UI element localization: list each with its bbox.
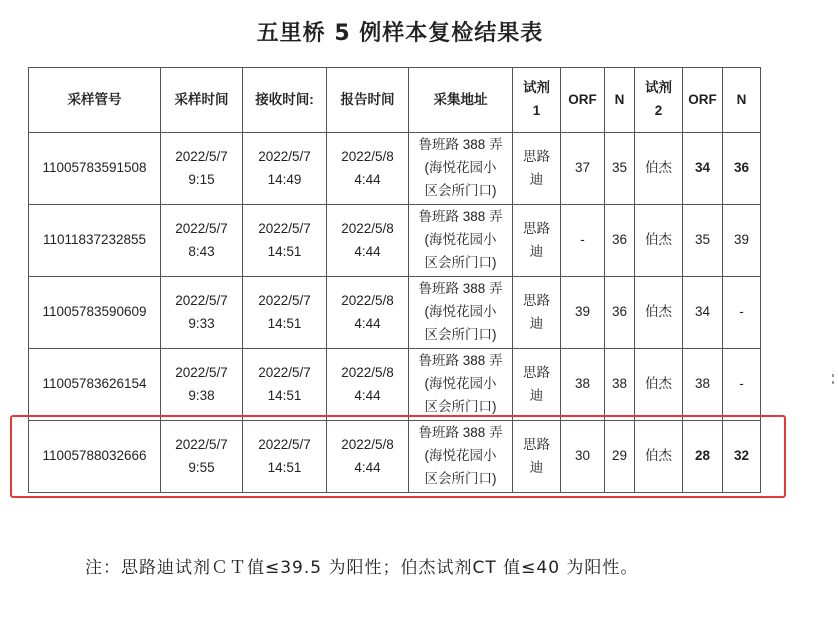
reagent-1-line: 迪 [529,315,544,331]
n-2-value: 32 [723,421,761,493]
table-row [29,277,761,349]
address-line: 鲁班路 388 弄 [418,137,503,153]
receive-date: 2022/5/7 [258,436,311,452]
n-2-value: 36 [723,133,761,205]
address-line: 鲁班路 388 弄 [418,281,503,297]
collection-address [409,133,513,205]
address-line: 区会所门口) [424,254,497,270]
report-date: 2022/5/8 [341,148,394,164]
header-reagent-2: 试剂 2 [635,68,683,133]
receive-date: 2022/5/7 [258,220,311,236]
reagent-1 [513,205,561,277]
reagent-1 [513,133,561,205]
sample-date: 2022/5/7 [175,148,228,164]
sample-date: 2022/5/7 [175,292,228,308]
report-date: 2022/5/8 [341,220,394,236]
collection-address [409,277,513,349]
address-line: (海悦花园小 [424,376,497,392]
n-1-value: 29 [605,421,635,493]
reagent-2: 伯杰 [635,133,683,205]
collection-address [409,205,513,277]
reagent-1-line: 迪 [529,459,544,475]
receive-time [243,133,327,205]
header-sample-time: 采样时间 [161,68,243,133]
orf-2-value: 35 [683,205,723,277]
table-row [29,133,761,205]
sample-date: 2022/5/7 [175,436,228,452]
header-n-2: N [723,68,761,133]
tube-number: 11011837232855 [29,205,161,277]
sample-time [161,205,243,277]
header-orf-2: ORF [683,68,723,133]
report-time [327,277,409,349]
collection-address [409,349,513,421]
orf-1-value: - [561,205,605,277]
orf-1-value: 38 [561,349,605,421]
report-clock: 4:44 [354,171,381,187]
orf-1-value: 39 [561,277,605,349]
sample-clock: 9:33 [188,315,215,331]
reagent-1-line: 思路 [523,436,550,452]
sample-time [161,133,243,205]
reagent-2: 伯杰 [635,205,683,277]
n-2-value: - [723,277,761,349]
receive-clock: 14:51 [267,459,302,475]
address-line: 区会所门口) [424,326,497,342]
header-address: 采集地址 [409,68,513,133]
header-receive-time: 接收时间: [243,68,327,133]
n-2-value: - [723,349,761,421]
receive-time [243,205,327,277]
sample-time [161,349,243,421]
table-row [29,349,761,421]
receive-clock: 14:49 [267,171,302,187]
reagent-1-line: 迪 [529,171,544,187]
orf-2-value: 28 [683,421,723,493]
header-n-1: N [605,68,635,133]
reagent-1-line: 思路 [523,148,550,164]
sample-date: 2022/5/7 [175,220,228,236]
sample-clock: 9:55 [188,459,215,475]
orf-1-value: 30 [561,421,605,493]
reagent-1-line: 思路 [523,292,550,308]
receive-date: 2022/5/7 [258,364,311,380]
sample-clock: 8:43 [188,243,215,259]
header-report-time: 报告时间 [327,68,409,133]
report-clock: 4:44 [354,315,381,331]
reagent-1-line: 思路 [523,364,550,380]
highlight-box [10,415,786,498]
orf-2-value: 38 [683,349,723,421]
footnote: 注：思路迪试剂ＣＴ值≤39.5 为阳性；伯杰试剂CT 值≤40 为阳性。 [85,558,639,578]
address-line: 区会所门口) [424,470,497,486]
n-1-value: 35 [605,133,635,205]
report-clock: 4:44 [354,387,381,403]
reagent-2: 伯杰 [635,277,683,349]
receive-date: 2022/5/7 [258,148,311,164]
n-1-value: 36 [605,277,635,349]
report-time [327,133,409,205]
document-title: 五里桥 5 例样本复检结果表 [256,21,544,46]
orf-1-value: 37 [561,133,605,205]
tube-number: 11005788032666 [29,421,161,493]
receive-clock: 14:51 [267,243,302,259]
reagent-1 [513,349,561,421]
reagent-1-line: 迪 [529,387,544,403]
address-line: (海悦花园小 [424,304,497,320]
tube-number: 11005783626154 [29,349,161,421]
table-row [29,205,761,277]
report-clock: 4:44 [354,459,381,475]
tube-number: 11005783591508 [29,133,161,205]
sample-time [161,277,243,349]
n-1-value: 36 [605,205,635,277]
report-date: 2022/5/8 [341,436,394,452]
header-reagent-1: 试剂 1 [513,68,561,133]
reagent-2: 伯杰 [635,349,683,421]
address-line: (海悦花园小 [424,448,497,464]
n-1-value: 38 [605,349,635,421]
reagent-2: 伯杰 [635,421,683,493]
receive-time [243,277,327,349]
tube-number: 11005783590609 [29,277,161,349]
address-line: 区会所门口) [424,182,497,198]
address-line: (海悦花园小 [424,232,497,248]
sample-clock: 9:15 [188,171,215,187]
receive-clock: 14:51 [267,387,302,403]
reagent-1-line: 迪 [529,243,544,259]
report-time [327,349,409,421]
orf-2-value: 34 [683,277,723,349]
reagent-1-line: 思路 [523,220,550,236]
address-line: 鲁班路 388 弄 [418,425,503,441]
address-line: 鲁班路 388 弄 [418,209,503,225]
receive-clock: 14:51 [267,315,302,331]
sample-date: 2022/5/7 [175,364,228,380]
sample-clock: 9:38 [188,387,215,403]
address-line: 鲁班路 388 弄 [418,353,503,369]
orf-2-value: 34 [683,133,723,205]
header-row [29,68,761,133]
report-date: 2022/5/8 [341,364,394,380]
header-tube: 采样管号 [29,68,161,133]
address-line: (海悦花园小 [424,160,497,176]
receive-date: 2022/5/7 [258,292,311,308]
report-date: 2022/5/8 [341,292,394,308]
report-time [327,205,409,277]
reagent-1 [513,277,561,349]
report-clock: 4:44 [354,243,381,259]
header-orf-1: ORF [561,68,605,133]
receive-time [243,349,327,421]
address-line: 区会所门口) [424,398,497,414]
scan-specks [830,370,836,400]
n-2-value: 39 [723,205,761,277]
